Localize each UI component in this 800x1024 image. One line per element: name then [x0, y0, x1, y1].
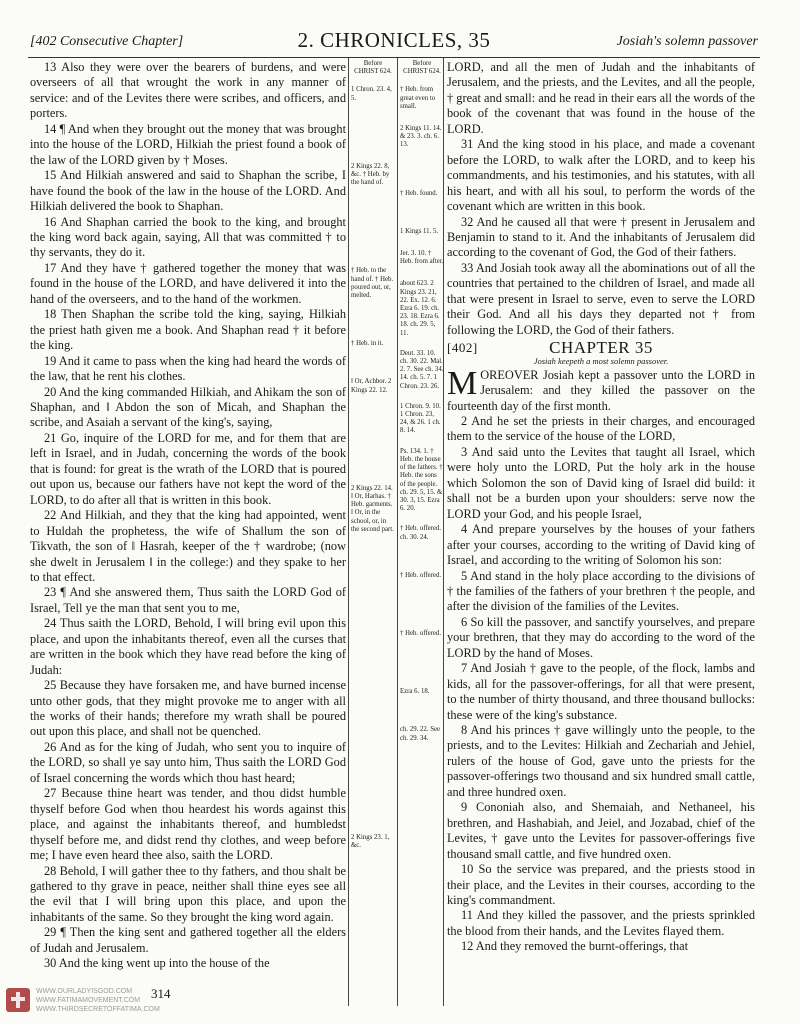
margin-note: † Heb. in it.	[351, 340, 384, 348]
margin-note: † Heb. found.	[400, 189, 438, 197]
margin-note: Ps. 134. 1. † Heb. the house of the fathers. † Heb. the sons of the people. ch. 29. 5, 15. & 30. 3, 15. Ezra 6. 20.	[400, 447, 443, 513]
margin-note: † Heb. offered.	[400, 629, 442, 637]
verse: 33 And Josiah took away all the abominations out of all the countries that pertained to the children of Israel, and made all that were present in Israel to serve, even to serve the LORD their God. And all his days they departed not † from following the LORD, the God of their fathers.	[447, 260, 755, 337]
verse: 11 And they killed the passover, and the priests sprinkled the blood from their hands, and the Levites flayed them.	[447, 908, 755, 938]
verse: 30 And the king went up into the house of the	[44, 956, 270, 971]
margin-note: 1 Kings 11. 5.	[400, 227, 439, 235]
verse: 10 So the service was prepared, and the priests stood in their place, and the Levites in their courses, according to the king's commandment.	[447, 862, 755, 908]
verse: 22 And Hilkiah, and they that the king had appointed, went to Huldah the prophetess, the wife of Shallum the son of Tikvath, the son of ‖ Hasrah, keeper of the † wardrobe; (now she dwelt in Jerusalem ‖ in the college:) and they spake to her to that effect.	[30, 508, 346, 584]
verse: 18 Then Shaphan the scribe told the king, saying, Hilkiah the priest hath given me a book. And Shaphan read † it before the king.	[30, 307, 346, 353]
chapter-summary: Josiah keepeth a most solemn passover.	[533, 355, 669, 366]
margin-note: 1 Chron. 9. 10. 1 Chron. 23, 24, & 26. 1 ch. 8. 14.	[400, 402, 441, 435]
verse: 16 And Shaphan carried the book to the king, and brought the king word back again, saying, All that was committed † to thy servants, they do it.	[30, 214, 346, 260]
watermark-url: WWW.OURLADYISGOD.COM	[36, 988, 133, 995]
verse: 28 Behold, I will gather thee to thy fathers, and thou shalt be gathered to thy grave in peace, neither shall thine eyes see all the evil that I will bring upon this place, and upon the inhabitants of the same. So they brought the king word again.	[30, 863, 346, 924]
verse: 12 And they removed the burnt-offerings, that	[461, 939, 689, 954]
verse: 2 And he set the priests in their charges, and encouraged them to the service of the house of the LORD,	[447, 413, 755, 444]
verse: 6 So kill the passover, and sanctify yourselves, and prepare your brethren, that they may do according to the word of the LORD by the hand of Moses.	[447, 614, 755, 660]
left-text-column	[30, 60, 346, 990]
column-divider	[348, 58, 349, 1006]
verse: 7 And Josiah † gave to the people, of the flock, lambs and kids, all for the passover-offerings, for all that were present, to the number of thirty thousand, and three thousand bullocks: these were of the king's substance.	[447, 661, 755, 722]
book-chapter-title: 2. CHRONICLES, 35	[297, 28, 491, 52]
header-rule	[28, 57, 760, 58]
margin-note: † Heb. offered. ch. 30. 24.	[400, 525, 442, 541]
verse: 17 And they have † gathered together the money that was found in the house of the LORD, and have delivered it into the hand of the overseers, and to the hand of the workmen.	[30, 260, 346, 306]
verse: 15 And Hilkiah answered and said to Shaphan the scribe, I have found the book of the law in the house of the LORD. And Hilkiah delivered the book to Shaphan.	[30, 168, 346, 214]
verse: 9 Cononiah also, and Shemaiah, and Nethaneel, his brethren, and Hashabiah, and Jeiel, and Jozabad, chief of the Levites, † gave unto the Levites for passover-offerings five thousand small cattle, and five hundred oxen.	[447, 800, 755, 861]
verse: 24 Thus saith the LORD, Behold, I will bring evil upon this place, and upon the inhabitants thereof, even all the curses that are written in the book which they have read before the king of Judah:	[30, 616, 346, 677]
margin-note: 2 Kings 23. 1, &c.	[351, 834, 390, 850]
margin-note: † Heb. offered.	[400, 571, 442, 579]
verse: 13 Also they were over the bearers of burdens, and were overseers of all that wrought the work in any manner of service: and of the Levites there were scribes, and officers, and porters.	[30, 60, 346, 121]
column-divider	[397, 58, 398, 1006]
page-topic: Josiah's solemn passover	[616, 34, 758, 49]
margin-note: 1 Chron. 23. 4, 5.	[351, 86, 392, 102]
verse-first-text: OREOVER Josiah kept a passover unto the LORD in Jerusalem: and they killed the passover on the fourteenth day of the first month.	[447, 367, 755, 413]
margin-note: Jer. 3. 10. † Heb. from after.	[400, 250, 444, 266]
margin-note: 2 Kings 22. 14. ‖ Or, Harhas. † Heb. garments. ‖ Or, in the school, or, in the second part.	[351, 484, 394, 533]
margin-date-heading: Before CHRIST 624.	[403, 60, 441, 76]
consecutive-chapter-label: [402 Consecutive Chapter]	[30, 34, 184, 49]
margin-note: 2 Kings 22. 8, &c. † Heb. by the hand of.	[351, 162, 390, 187]
page-footer	[6, 984, 406, 1018]
margin-note: ‖ Or, Achbor. 2 Kings 22. 12.	[351, 378, 392, 394]
chapter-consecutive-number: [402]	[447, 340, 478, 356]
margin-note: about 623. 2 Kings 23. 21, 22. Ex. 12. 6. Ezra 6. 19. ch. 23. 18. Ezra 6. 18. ch. 29. 5, 11.	[400, 280, 440, 337]
verse: 8 And his princes † gave willingly unto the people, to the priests, and to the Levites: Hilkiah and Zechariah and Jehiel, rulers of the house of God, gave unto the priests for the passover-offerings two thousand and six hundred small cattle, and three hundred oxen.	[447, 723, 755, 799]
website-watermark	[36, 987, 160, 1014]
margin-note: Ezra 6. 18.	[400, 688, 430, 696]
margin-references-left	[351, 60, 395, 985]
cross-logo-icon	[6, 988, 30, 1012]
watermark-url: WWW.FATIMAMOVEMENT.COM	[36, 997, 141, 1004]
chapter-heading	[447, 338, 755, 358]
verse: 23 ¶ And she answered them, Thus saith the LORD God of Israel, Tell ye the man that sent you to me,	[30, 585, 346, 615]
running-header	[30, 28, 758, 54]
margin-note: Deut. 33. 10. ch. 30. 22. Mal. 2. 7. See ch. 34. 14. ch. 5. 7. 1 Chron. 23. 26.	[400, 349, 444, 390]
verse: 31 And the king stood in his place, and made a covenant before the LORD, to walk after the LORD, and to keep his commandments, and his testimonies, and his statutes, with all his heart, and with all his soul, to perform the words of the covenant which are written in this book.	[447, 137, 755, 214]
verse: 25 Because they have forsaken me, and have burned incense unto other gods, that they might provoke me to anger with all the works of their hands; therefore my wrath shall be poured out upon this place, and shall not be quenched.	[30, 678, 346, 739]
verse: 19 And it came to pass when the king had heard the words of the law, that he rent his clothes.	[30, 353, 346, 384]
verse: 29 ¶ Then the king sent and gathered together all the elders of Judah and Jerusalem.	[30, 925, 346, 955]
drop-cap: M	[447, 364, 478, 402]
right-text-column	[447, 60, 755, 990]
margin-references-right	[400, 60, 444, 985]
margin-note: ch. 29. 22. See ch. 29. 34.	[400, 726, 441, 742]
verse: 26 And as for the king of Judah, who sent you to inquire of the LORD, so shall ye say unto him, Thus saith the LORD God of Israel concerning the words which thou hast heard;	[30, 739, 346, 785]
verse: 20 And the king commanded Hilkiah, and Ahikam the son of Shaphan, and ‖ Abdon the son of Micah, and Shaphan the scribe, and Asaiah a servant of the king's, saying,	[30, 384, 346, 430]
page-number: 314	[151, 986, 171, 1001]
verse: 21 Go, inquire of the LORD for me, and for them that are left in Israel, and in Judah, concerning the words of the book that is found: for great is the wrath of the LORD that is poured out upon us, because our fathers have not kept the word of the LORD, to do after all that is written in this book.	[30, 430, 346, 507]
verse-first	[447, 364, 755, 414]
margin-note: † Heb. to the hand of. † Heb. poured out, or, melted.	[351, 267, 394, 300]
margin-note: 2 Kings 11. 14. & 23. 3. ch. 6. 13.	[400, 125, 442, 149]
verse: 3 And said unto the Levites that taught all Israel, which were holy unto the LORD, Put the holy ark in the house which Solomon the son of David king of Israel did build: it shall not be a burden upon your shoulders: serve now the LORD your God, and his people Israel,	[447, 444, 755, 521]
verse: 14 ¶ And when they brought out the money that was brought into the house of the LORD, Hilkiah the priest found a book of the law of the LORD given by † Moses.	[30, 121, 346, 167]
verse: LORD, and all the men of Judah and the inhabitants of Jerusalem, and the priests, and the Levites, and all the people, † great and small: and he read in their ears all the words of the book of the covenant that was found in the house of the LORD.	[447, 60, 755, 136]
watermark-url: WWW.THIRDSECRETOFFATIMA.COM	[36, 1006, 160, 1013]
verse: 5 And stand in the holy place according to the divisions of † the families of the fathers of your brethren † the people, and after the division of the families of the Levites.	[447, 568, 755, 614]
margin-note: † Heb. from great even to small.	[400, 86, 436, 110]
verse: 4 And prepare yourselves by the houses of your fathers after your courses, according to the writing of David king of Israel, and according to the writing of Solomon his son:	[447, 522, 755, 568]
verse: 27 Because thine heart was tender, and thou didst humble thyself before God when thou heardest his words against this place, and against the inhabitants thereof, and humbledst thyself before me, and didst rend thy clothes, and weep before me; I have even heard thee also, saith the LORD.	[30, 786, 346, 863]
margin-date-heading: Before CHRIST 624.	[354, 60, 392, 76]
verse: 32 And he caused all that were † present in Jerusalem and Benjamin to stand to it. And the inhabitants of Jerusalem did according to the covenant of God, the God of their fathers.	[447, 214, 755, 260]
chapter-title: CHAPTER 35	[549, 338, 653, 358]
